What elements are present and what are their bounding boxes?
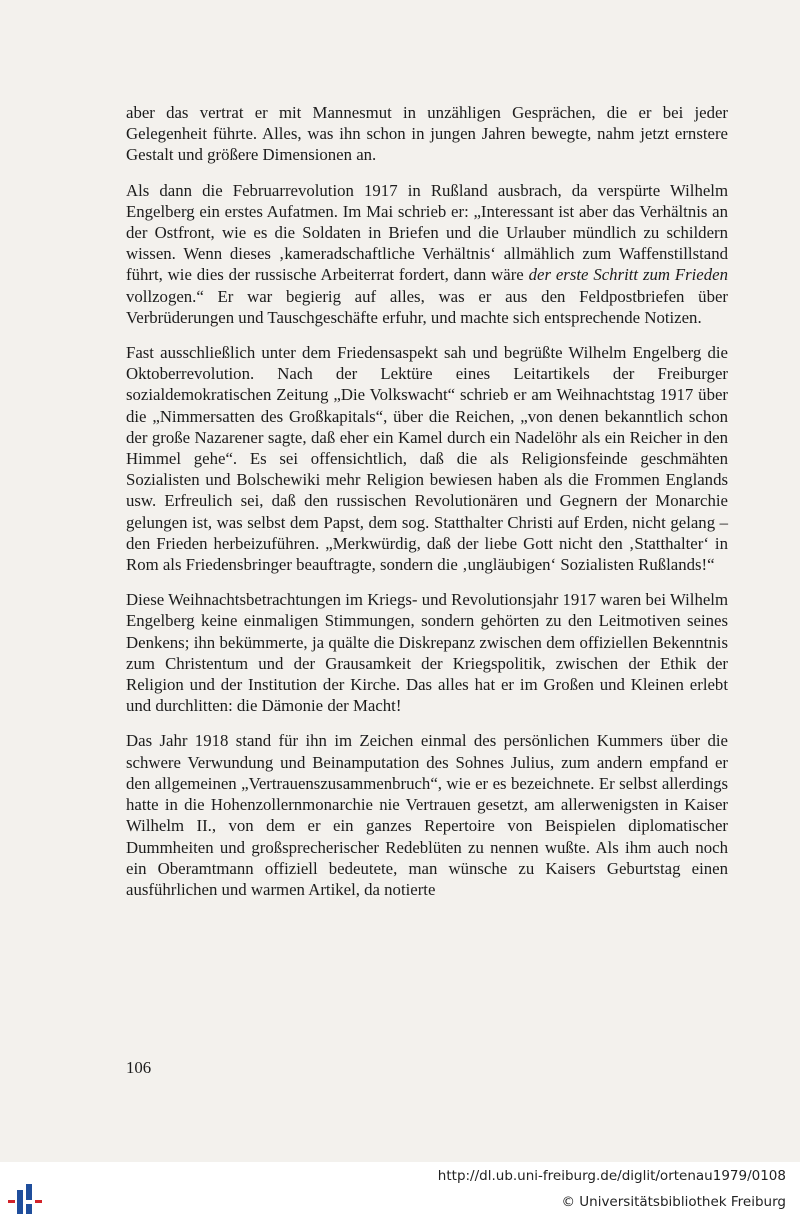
- paragraph-1: aber das vertrat er mit Mannesmut in unzähligen Gesprächen, die er bei jeder Gelegenheit führte. Alles, was ihn schon in jungen Jahren bewegte, nahm jetzt ernstere Gestalt und größere Dimensionen an.: [126, 103, 728, 165]
- paragraph-2: [126, 180, 728, 328]
- paragraph-2-text-start: Als dann die Februarrevolution 1917 in Rußland ausbrach, da verspürte Wilhelm Engelberg ein erstes Aufatmen. Im Mai schrieb er: „Interessant ist aber das Verhältnis an der Ostfront, wie es die Soldaten in Briefen und die Urlauber mündlich zu schildern wissen. Wenn dieses ‚kameradschaftliche Verhältnis‘ allmählich zum Waffenstillstand führt, wie dies der russische Arbeiterrat fordert, dann wäre: [126, 180, 728, 285]
- copyright-notice: © Universitätsbibliothek Freiburg: [561, 1194, 786, 1210]
- source-url-link[interactable]: http://dl.ub.uni-freiburg.de/diglit/ortenau1979/0108: [437, 1168, 786, 1184]
- paragraph-4: Diese Weihnachtsbetrachtungen im Kriegs- und Revolutionsjahr 1917 waren bei Wilhelm Engelberg keine einmaligen Stimmungen, sondern gehörten zu den Leitmotiven seines Denkens; ihn bekümmerte, ja quälte die Diskrepanz zwischen dem offiziellen Bekenntnis zum Christentum und der Grausamkeit der Kriegspolitik, zwischen der Ethik der Religion und der Institution der Kirche. Das alles hat er im Großen und Kleinen erlebt und durchlitten: die Dämonie der Macht!: [126, 590, 728, 716]
- paragraph-3: Fast ausschließlich unter dem Friedensaspekt sah und begrüßte Wilhelm Engelberg die Oktoberrevolution. Nach der Lektüre eines Leitartikels der Freiburger sozialdemokratischen Zeitung „Die Volkswacht“ schrieb er am Weihnachtstag 1917 über die „Nimmersatten des Großkapitals“, über die Reichen, „von denen bekanntlich schon der große Nazarener sagte, daß eher ein Kamel durch ein Nadelöhr als ein Reicher in den Himmel gehe“. Es sei offensichtlich, daß die als Religionsfeinde geschmähten Sozialisten und Bolschewiki mehr Religion bewiesen haben als die Frommen Englands usw. Erfreulich sei, daß den russischen Revolutionären und Gegnern der Monarchie gelungen ist, was selbst dem Papst, dem sog. Statthalter Christi auf Erden, nicht gelang – den Frieden herbeizuführen. „Merkwürdig, daß der liebe Gott nicht den ‚Statthalter‘ in Rom als Friedensbringer beauftragte, sondern die ‚ungläubigen‘ Sozialisten Rußlands!“: [126, 343, 728, 575]
- paragraph-5: Das Jahr 1918 stand für ihn im Zeichen einmal des persönlichen Kummers über die schwere Verwundung und Beinamputation des Sohnes Julius, zum andern empfand er den allgemeinen „Vertrauenszusammenbruch“, wie er es bezeichnete. Er selbst allerdings hatte in die Hohenzollernmonarchie nie Vertrauen gesetzt, am allerwenigsten in Kaiser Wilhelm II., von dem er ein ganzes Repertoire von Beispielen diplomatischer Dummheiten und großsprecherischer Redeblüten zu nennen wußte. Als ihm auch noch ein Oberamtmann offiziell bedeutete, man wünsche zu Kaisers Geburtstag einen ausführlichen und warmen Artikel, da notierte: [126, 731, 728, 899]
- paragraph-2-text-end: vollzogen.“ Er war begierig auf alles, was er aus den Feldpostbriefen über Verbrüderungen und Tauschgeschäfte erfuhr, und machte sich entsprechende Notizen.: [126, 286, 728, 327]
- emphasized-phrase: der erste Schritt zum Frieden: [528, 265, 728, 285]
- page-number: 106: [126, 1058, 152, 1077]
- body-text: [126, 102, 728, 914]
- footer-bar: [0, 1162, 800, 1220]
- ub-freiburg-logo-icon: [8, 1170, 52, 1214]
